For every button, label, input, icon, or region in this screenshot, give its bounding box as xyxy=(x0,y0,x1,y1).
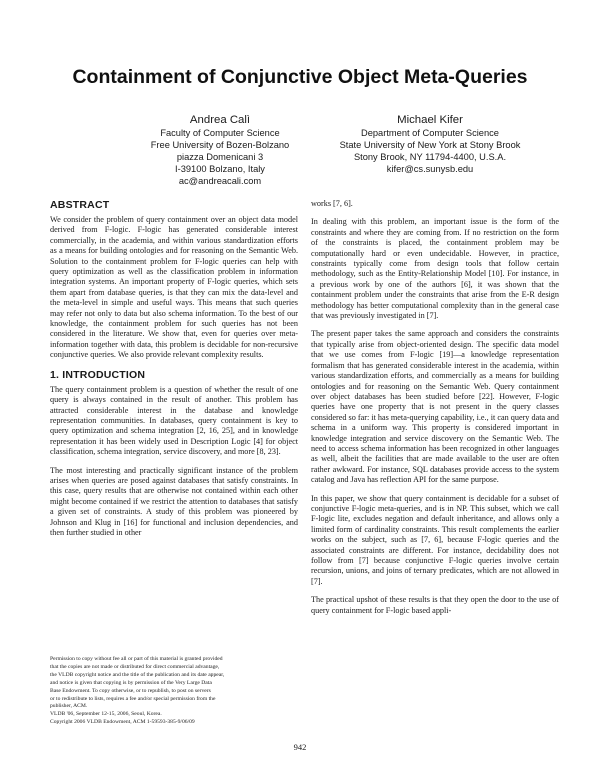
permission-line: Base Endowment. To copy otherwise, or to republish, to post on servers xyxy=(50,687,211,694)
paper-title: Containment of Conjunctive Object Meta-Queries xyxy=(72,66,528,88)
page-number: 942 xyxy=(293,742,307,752)
body-paragraph: works [7, 6]. xyxy=(311,199,353,208)
body-paragraph: In dealing with this problem, an important issue is the form of the constraints and where they are coming from. If no restriction on the form of the constraints is placed, the containment problem may be computationally hard or even undecidable. However, in practice, constraints typically come from design tools that follow certain methodology, such as the Entity-Relationship Model [10]. For instance, in a previous work by one of the authors [6], it was shown that the containment problem under the constraints that arise from the E-R design methodology has better computational complexity than in the general case that was previously investigated in [7]. xyxy=(311,217,559,321)
abstract-heading: ABSTRACT xyxy=(50,199,110,211)
author-name: Michael Kifer xyxy=(397,114,463,126)
author-affiliation-line: Faculty of Computer Science xyxy=(160,128,280,138)
body-paragraph: The query containment problem is a question of whether the result of one query is always contained in the result of another. This problem has attracted considerable interest in the database and knowledge representation communities. In databases, query containment is key to query optimization and schema integration [2, 16, 25], and in knowledge representation it has been widely used in Description Logic [4] for object classification, schema integration, service discovery, and more [8, 23]. xyxy=(50,384,298,457)
author-address-line: Stony Brook, NY 11794-4400, U.S.A. xyxy=(353,152,507,162)
author-email: kifer@cs.sunysb.edu xyxy=(386,164,474,174)
author-block-1 xyxy=(110,113,330,187)
conference-line: VLDB '06, September 12-15, 2006, Seoul, Korea. xyxy=(50,711,162,718)
left-column xyxy=(50,199,298,546)
author-affiliation-line: State University of New York at Stony Brook xyxy=(339,140,521,150)
permission-line: the VLDB copyright notice and the title of the publication and its date appear, xyxy=(50,671,225,678)
permission-line: or to redistribute to lists, requires a fee and/or special permission from the xyxy=(50,695,216,702)
right-column xyxy=(311,199,559,624)
author-email: ac@andreacali.com xyxy=(178,176,262,186)
permission-notice xyxy=(50,656,298,727)
body-paragraph: The present paper takes the same approach and considers the constraints that typically arise from object-oriented design. The specific data model that we use comes from F-logic [19]—a knowledge representation formalism that has generated considerable interest in the academia, within various standardization efforts, and commercially as a means for building ontologies and for reasoning on the Semantic Web. Query containment over object databases has been studied before [22]. However, F-logic queries have one property that is not present in the query classes considered so far: it has meta-querying capability, i.e., it can query data and schema in a uniform way. This property is considered important in knowledge integration and service discovery on the Semantic Web. The need to access schema information has been recognized in other languages as well, albeit the facilities that are made available to the user are often rather awkward. For instance, SQL databases provide access to the system catalog and Java has reflection API for the same purpose. xyxy=(311,329,559,485)
introduction-heading: 1. INTRODUCTION xyxy=(50,368,146,381)
body-paragraph: The practical upshot of these results is that they open the door to the use of query containment for F-logic based appli- xyxy=(311,595,559,615)
author-affiliation-line: Department of Computer Science xyxy=(361,128,499,138)
author-name: Andrea Calì xyxy=(189,114,251,126)
abstract-paragraph: We consider the problem of query containment over an object data model derived from F-logic. F-logic has generated considerable interest commercially, in the academia, and within various standardization efforts as a means for building ontologies and for reasoning on the Semantic Web. Solution to the containment problem for F-logic queries can help with query optimization as well as the classification problem in information integration systems. An important property of F-logic queries, which sets them apart from database queries, is that they can mix the data-level and the meta-level in simple and useful ways. This means that such queries may refer not only to data but also schema information. To the best of our knowledge, the containment problem for such queries has not been considered in the literature. We show that, even for queries over meta-information together with data, this problem is decidable for non-recursive conjunctive queries. We also provide relevant complexity results. xyxy=(50,215,298,360)
author-address-line: piazza Domenicani 3 xyxy=(176,152,264,162)
body-paragraph: In this paper, we show that query containment is decidable for a subset of conjunctive F-logic meta-queries, and is in NP. This subset, which we call F-logic lite, excludes negation and default inheritance, and allows only a limited form of cardinality constraints. This result complements the earlier works on the subject, such as [7, 6], because F-logic queries and the associated constraints are different. For instance, decidability does not follow from [7] because conjunctive F-logic queries involve certain recursion, unions, and joins of ternary predicates, which are not allowed in [7]. xyxy=(311,493,559,586)
permission-line: Permission to copy without fee all or part of this material is granted provided xyxy=(50,656,223,662)
permission-line: and notice is given that copying is by permission of the Very Large Data xyxy=(50,679,212,686)
author-address-line: I-39100 Bolzano, Italy xyxy=(175,164,265,174)
permission-line: that the copies are not made or distributed for direct commercial advantage, xyxy=(50,663,220,670)
copyright-line: Copyright 2006 VLDB Endowment, ACM 1-59593-385-9/06/09 xyxy=(50,719,195,726)
author-block-2 xyxy=(300,113,560,175)
permission-line: publisher, ACM. xyxy=(50,703,88,710)
author-affiliation-line: Free University of Bozen-Bolzano xyxy=(150,140,290,150)
body-paragraph: The most interesting and practically significant instance of the problem arises when queries are posed against databases that satisfy constraints. In this case, query results that are otherwise not contained within each other might become contained if we restrict the attention to databases that satisfy a given set of constraints. A study of this problem was pioneered by Johnson and Klug in [16] for functional and inclusion dependencies, and then further studied in other xyxy=(50,465,298,537)
